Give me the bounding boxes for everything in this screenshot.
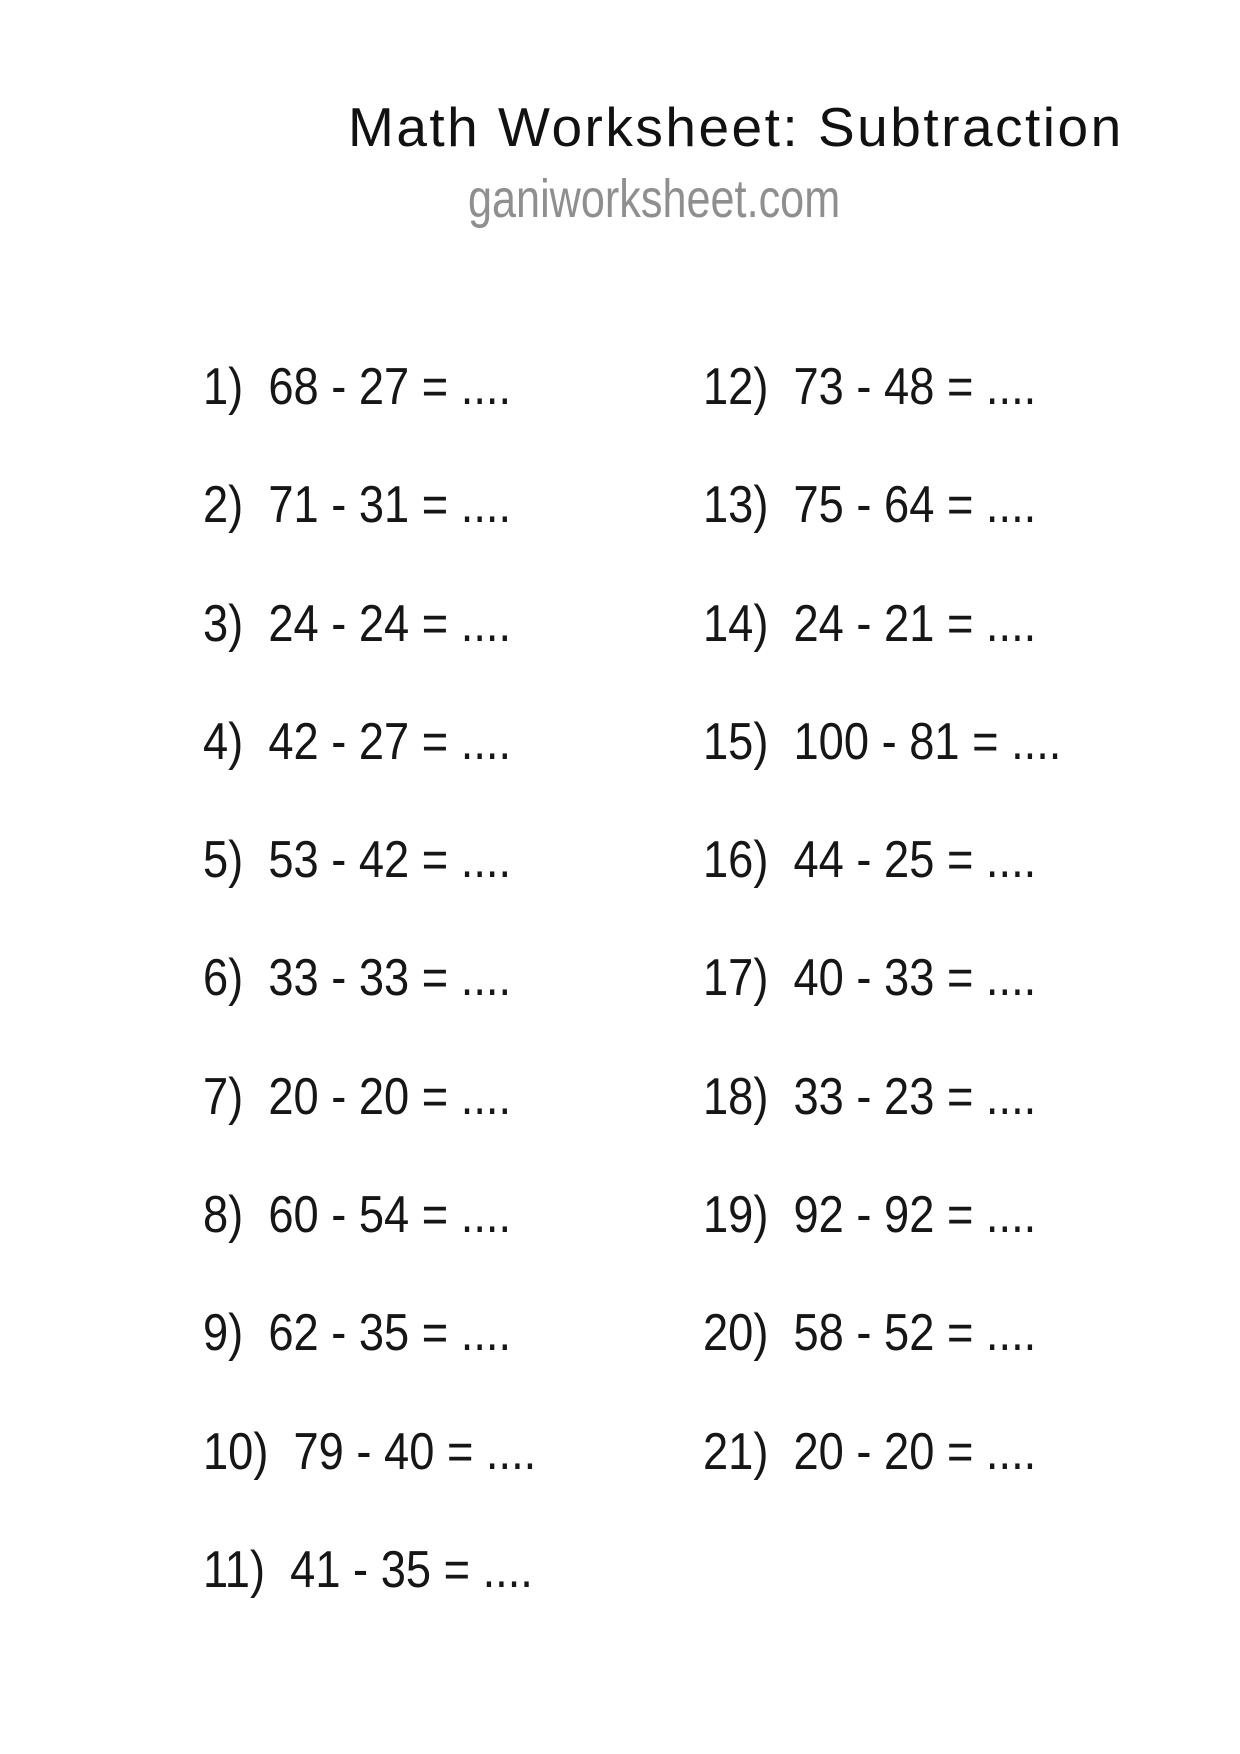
site-watermark: ganiworksheet.com (468, 169, 841, 229)
problem-row: 3) 24 - 24 = .... (203, 594, 512, 653)
problem-row: 6) 33 - 33 = .... (203, 949, 512, 1008)
problem-row: 8) 60 - 54 = .... (203, 1186, 512, 1245)
problem-row: 1) 68 - 27 = .... (203, 358, 512, 416)
problem-row: 10) 79 - 40 = .... (203, 1422, 537, 1481)
problem-row: 21) 20 - 20 = .... (703, 1422, 1037, 1481)
problem-row: 7) 20 - 20 = .... (203, 1067, 512, 1126)
problem-row: 12) 73 - 48 = .... (703, 358, 1037, 416)
problems-column-right (703, 328, 1115, 1511)
problem-row: 17) 40 - 33 = .... (703, 949, 1037, 1008)
problem-row: 15) 100 - 81 = .... (703, 712, 1062, 771)
problem-row: 20) 58 - 52 = .... (703, 1304, 1037, 1363)
page-title: Math Worksheet: Subtraction (348, 96, 1124, 158)
problem-row: 2) 71 - 31 = .... (203, 476, 512, 535)
problem-row: 5) 53 - 42 = .... (203, 831, 512, 890)
problem-row: 18) 33 - 23 = .... (703, 1067, 1037, 1126)
problem-row: 14) 24 - 21 = .... (703, 594, 1037, 653)
problem-row: 19) 92 - 92 = .... (703, 1186, 1037, 1245)
problem-row: 4) 42 - 27 = .... (203, 712, 512, 771)
problem-row: 9) 62 - 35 = .... (203, 1304, 512, 1363)
problem-row: 16) 44 - 25 = .... (703, 831, 1037, 890)
problems-column-left (203, 328, 586, 1629)
problem-row: 11) 41 - 35 = .... (203, 1540, 533, 1599)
problem-row: 13) 75 - 64 = .... (703, 476, 1037, 535)
